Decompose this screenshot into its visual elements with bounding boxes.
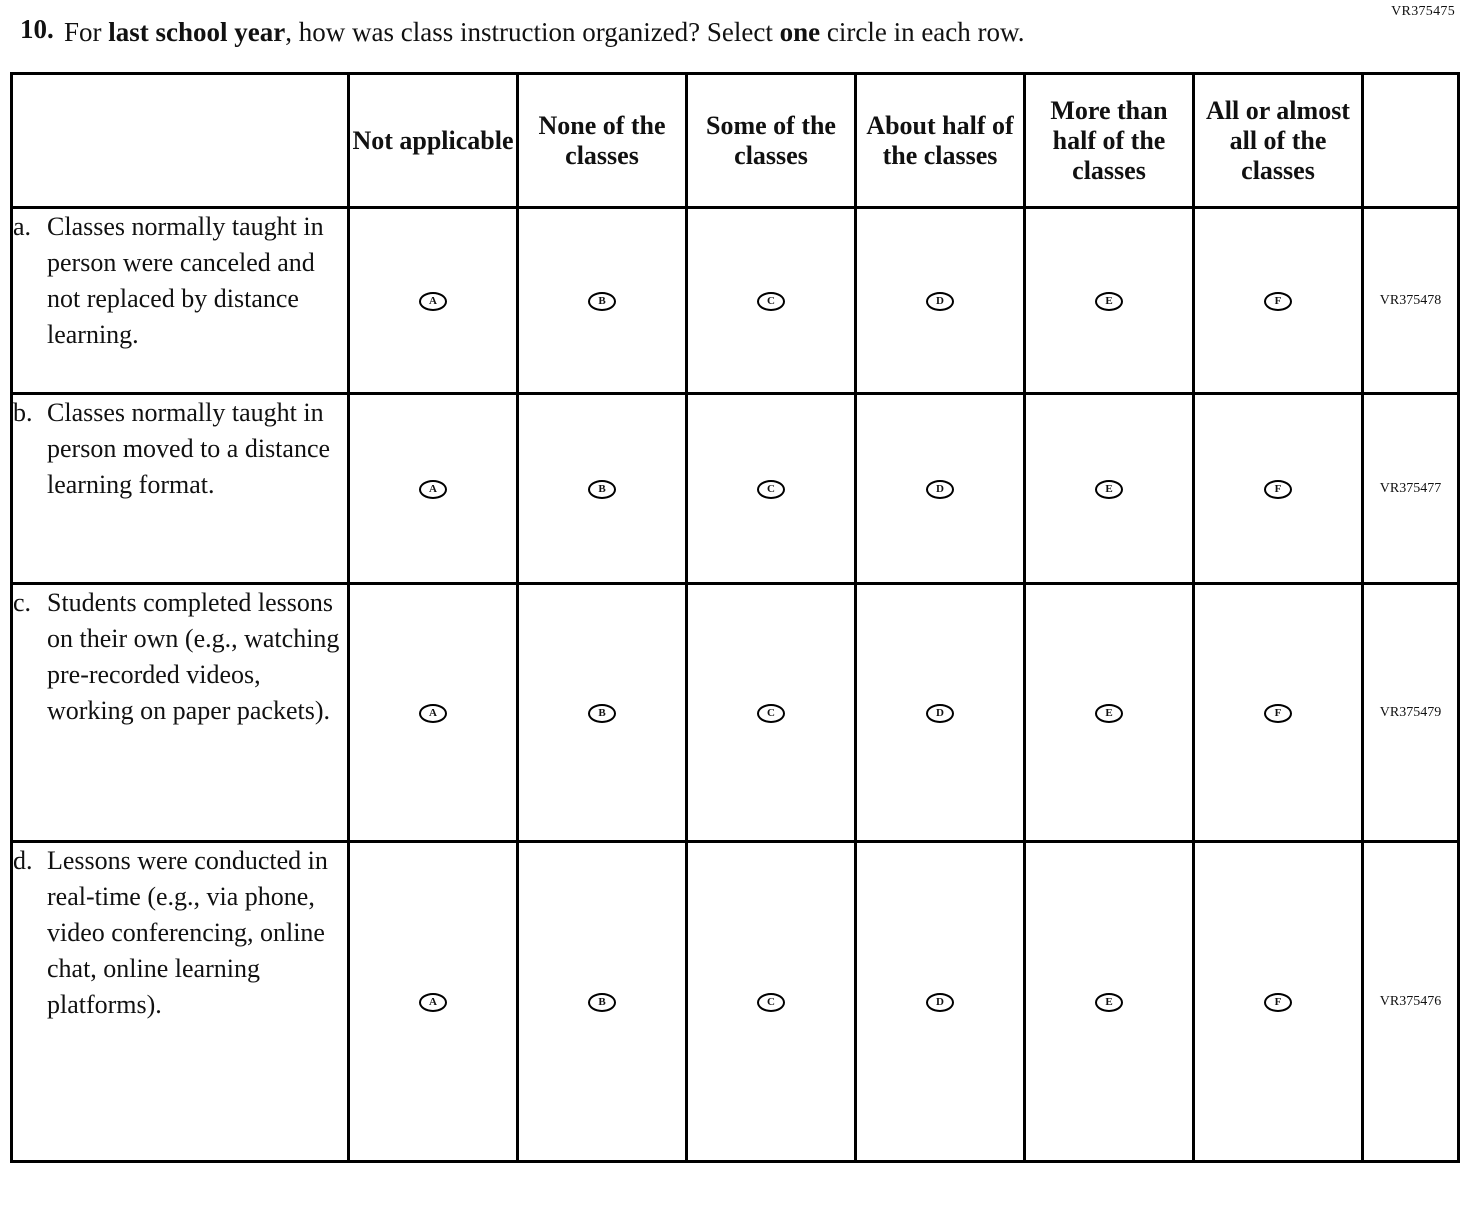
option-circle-b[interactable]: B	[588, 704, 616, 723]
option-cell	[1025, 842, 1194, 1162]
option-cell	[349, 584, 518, 842]
option-cell	[687, 842, 856, 1162]
question-text-part: , how was class instruction organized? Select	[285, 17, 780, 47]
option-circle-a[interactable]: A	[419, 993, 447, 1012]
question-block	[0, 0, 1467, 50]
option-circle-e[interactable]: E	[1095, 292, 1123, 311]
row-label-text: Lessons were conducted in real-time (e.g., via phone, video conferencing, online chat, online learning platforms).	[47, 846, 328, 1019]
row-letter: b.	[13, 398, 33, 427]
option-cell	[856, 842, 1025, 1162]
row-label	[13, 843, 347, 1023]
option-circle-d[interactable]: D	[926, 292, 954, 311]
row-label-text: Classes normally taught in person were canceled and not replaced by distance learning.	[47, 212, 324, 349]
row-label-text: Students completed lessons on their own (e.g., watching pre-recorded videos, working on paper packets).	[47, 588, 340, 725]
option-cell	[1025, 208, 1194, 394]
response-grid	[10, 72, 1460, 1163]
option-circle-c[interactable]: C	[757, 480, 785, 499]
header-stub	[12, 74, 349, 208]
option-cell	[687, 394, 856, 584]
option-cell	[1194, 208, 1363, 394]
row-label-cell	[12, 842, 349, 1162]
row-label	[13, 395, 347, 503]
question-text-part: For	[64, 17, 109, 47]
option-circle-c[interactable]: C	[757, 704, 785, 723]
option-cell	[687, 584, 856, 842]
row-letter: c.	[13, 588, 32, 617]
option-circle-d[interactable]: D	[926, 704, 954, 723]
option-cell	[518, 842, 687, 1162]
option-circle-e[interactable]: E	[1095, 704, 1123, 723]
option-circle-d[interactable]: D	[926, 480, 954, 499]
column-header-more-than-half: More than half of the classes	[1025, 74, 1194, 208]
row-label-cell	[12, 394, 349, 584]
column-header-some: Some of the classes	[687, 74, 856, 208]
question-number: 10.	[20, 14, 54, 44]
option-circle-c[interactable]: C	[757, 993, 785, 1012]
option-cell	[687, 208, 856, 394]
option-cell	[1025, 394, 1194, 584]
option-cell	[856, 584, 1025, 842]
option-circle-f[interactable]: F	[1264, 704, 1292, 723]
option-cell	[518, 394, 687, 584]
option-circle-a[interactable]: A	[419, 480, 447, 499]
column-header-none: None of the classes	[518, 74, 687, 208]
row-code: VR375479	[1363, 584, 1459, 842]
option-cell	[1194, 584, 1363, 842]
option-circle-c[interactable]: C	[757, 292, 785, 311]
row-label-cell	[12, 584, 349, 842]
row-code: VR375478	[1363, 208, 1459, 394]
option-cell	[349, 394, 518, 584]
option-cell	[349, 842, 518, 1162]
option-cell	[1025, 584, 1194, 842]
option-cell	[1194, 842, 1363, 1162]
page-code: VR375475	[1391, 4, 1455, 19]
option-circle-e[interactable]: E	[1095, 480, 1123, 499]
table-row-d	[12, 842, 1459, 1162]
question-text-part: circle in each row.	[820, 17, 1025, 47]
question-text-bold: last school year	[108, 17, 286, 47]
option-circle-e[interactable]: E	[1095, 993, 1123, 1012]
header-row	[12, 74, 1459, 208]
row-letter: a.	[13, 212, 32, 241]
row-label	[13, 585, 347, 729]
option-cell	[518, 208, 687, 394]
option-circle-b[interactable]: B	[588, 480, 616, 499]
table-row-a	[12, 208, 1459, 394]
option-circle-a[interactable]: A	[419, 292, 447, 311]
option-cell	[856, 394, 1025, 584]
table-row-c	[12, 584, 1459, 842]
option-circle-b[interactable]: B	[588, 993, 616, 1012]
row-code: VR375477	[1363, 394, 1459, 584]
question-text	[64, 14, 1025, 50]
option-cell	[518, 584, 687, 842]
question-text-bold: one	[779, 17, 821, 47]
option-cell	[856, 208, 1025, 394]
option-circle-b[interactable]: B	[588, 292, 616, 311]
row-label	[13, 209, 347, 353]
header-code-column	[1363, 74, 1459, 208]
table-row-b	[12, 394, 1459, 584]
option-cell	[349, 208, 518, 394]
option-cell	[1194, 394, 1363, 584]
option-circle-d[interactable]: D	[926, 993, 954, 1012]
row-code: VR375476	[1363, 842, 1459, 1162]
option-circle-f[interactable]: F	[1264, 993, 1292, 1012]
option-circle-f[interactable]: F	[1264, 292, 1292, 311]
column-header-all: All or almost all of the classes	[1194, 74, 1363, 208]
row-label-text: Classes normally taught in person moved to a distance learning format.	[47, 398, 331, 499]
row-label-cell	[12, 208, 349, 394]
option-circle-a[interactable]: A	[419, 704, 447, 723]
row-letter: d.	[13, 846, 33, 875]
option-circle-f[interactable]: F	[1264, 480, 1292, 499]
column-header-not-applicable: Not applicable	[349, 74, 518, 208]
column-header-about-half: About half of the classes	[856, 74, 1025, 208]
